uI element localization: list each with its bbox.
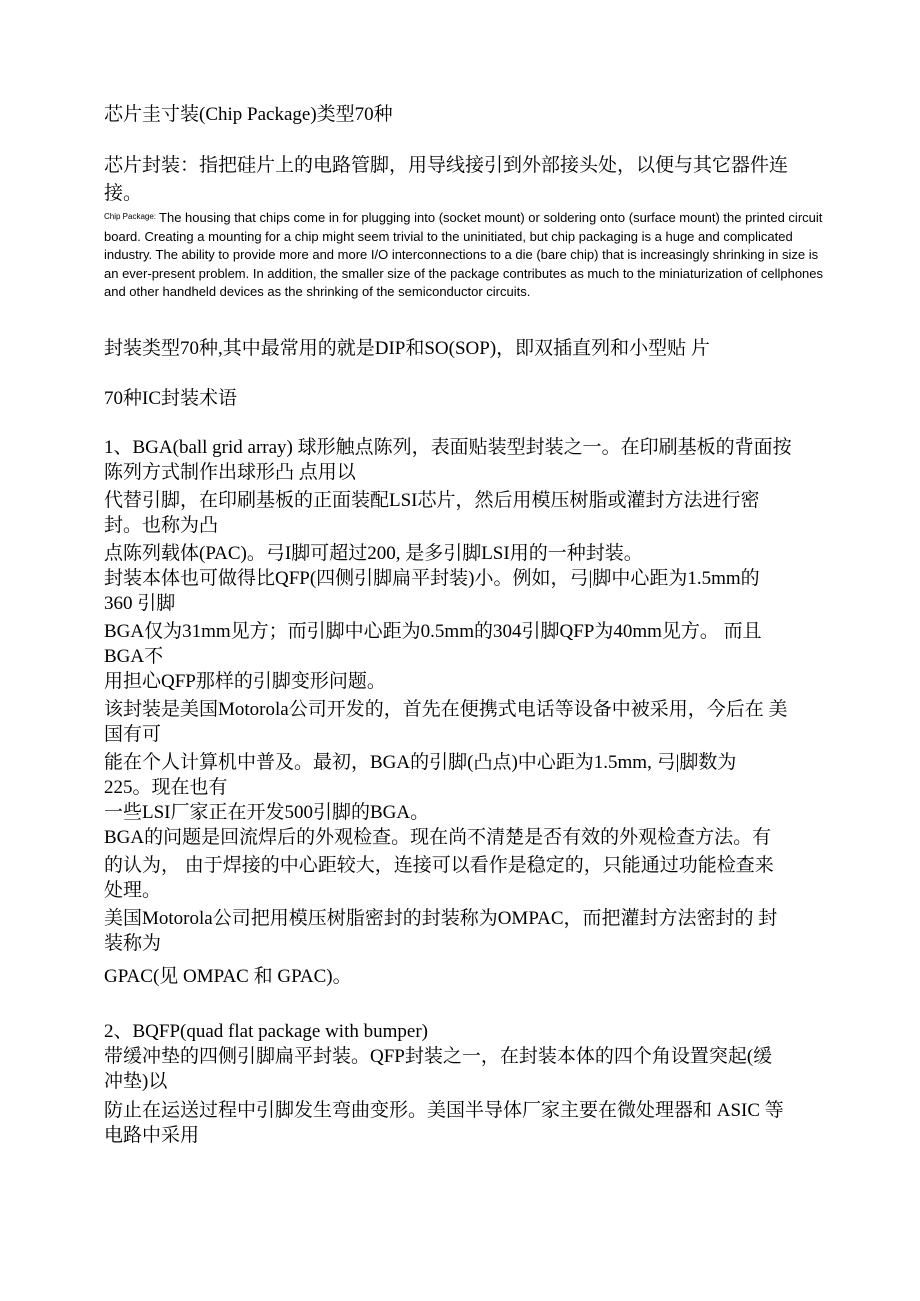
entry-line: GPAC(见 OMPAC 和 GPAC)。 [104, 966, 352, 987]
entry-line: 处理。 [104, 880, 162, 901]
entry-line: 封装本体也可做得比QFP(四侧引脚扁平封装)小。例如，弓|脚中心距为1.5mm的 [104, 568, 760, 589]
english-text: The housing that chips come in for plugging into (socket mount) or soldering onto (surface mount) the printed circuit board. Creating a mounting for a chip might seem trivial to the uninitiated, but chip packaging is a huge and complicated industry. The ability to provide more and more I/O interconnections to a die (bare chip) that is increasingly shrinking in size is an ever-present problem. In addition, the smaller size of the package contributes as much to the miniaturization of cellphones and other handheld devices as the shrinking of the semiconductor circuits. [104, 210, 824, 300]
entry-line: 该封装是美国Motorola公司开发的，首先在便携式电话等设备中被采用，今后在 美 [104, 699, 788, 720]
entry-line: 陈列方式制作出球形凸 点用以 [104, 462, 356, 483]
entry-line: 点陈列载体(PAC)。弓I脚可超过200, 是多引脚LSI用的一种封装。 [104, 543, 643, 564]
document-title: 芯片圭寸装(Chip Package)类型70种 [104, 104, 393, 125]
entry-line: 225。现在也有 [104, 777, 228, 798]
entry-line: 代替引脚，在印刷基板的正面装配LSI芯片，然后用模压树脂或灌封方法进行密 [104, 490, 760, 511]
entry-line: 2、BQFP(quad flat package with bumper) [104, 1021, 428, 1042]
entry-line: BGA不 [104, 646, 164, 667]
english-label: Chip Package: [104, 212, 157, 221]
term-entry-bga [104, 435, 824, 989]
entry-line: 美国Motorola公司把用模压树脂密封的封装称为OMPAC，而把灌封方法密封的 封 [104, 908, 778, 929]
entry-line: 防止在运送过程中引脚发生弯曲变形。美国半导体厂家主要在微处理器和 ASIC 等 [104, 1100, 784, 1121]
entry-line: BGA仅为31mm见方；而引脚中心距为0.5mm的304引脚QFP为40mm见方。 而且 [104, 621, 762, 642]
entry-line: 360 引脚 [104, 593, 176, 614]
package-types-summary: 封装类型70种,其中最常用的就是DIP和SO(SOP)，即双插直列和小型贴 片 [104, 338, 710, 359]
terms-heading: 70种IC封装术语 [104, 388, 238, 409]
english-description [104, 208, 824, 302]
entry-line: 封。也称为凸 [104, 515, 219, 536]
term-entry-bqfp [104, 1019, 824, 1148]
entry-line: 电路中采用 [104, 1125, 200, 1146]
entry-line: 国有可 [104, 724, 162, 745]
intro-paragraph: 芯片封装：指把硅片上的电路管脚，用导线接引到外部接头处，以便与其它器件连接。 [104, 155, 789, 204]
entry-line: BGA的问题是回流焊后的外观检查。现在尚不清楚是否有效的外观检查方法。有 [104, 827, 772, 848]
entry-line: 能在个人计算机中普及。最初，BGA的引脚(凸点)中心距为1.5mm, 弓|脚数为 [104, 752, 737, 773]
entry-line: 带缓冲垫的四侧引脚扁平封装。QFP封装之一，在封装本体的四个角设置突起(缓 [104, 1046, 773, 1067]
entry-line: 用担心QFP那样的引脚变形问题。 [104, 671, 386, 692]
entry-line: 一些LSI厂家正在开发500引脚的BGA。 [104, 802, 430, 823]
entry-line: 装称为 [104, 933, 162, 954]
entry-line: 冲垫)以 [104, 1071, 168, 1092]
entry-line: 的认为， 由于焊接的中心距较大，连接可以看作是稳定的，只能通过功能检查来 [104, 855, 774, 876]
entry-line: 1、BGA(ball grid array) 球形触点陈列，表面贴装型封装之一。在印刷基板的背面按 [104, 437, 792, 458]
